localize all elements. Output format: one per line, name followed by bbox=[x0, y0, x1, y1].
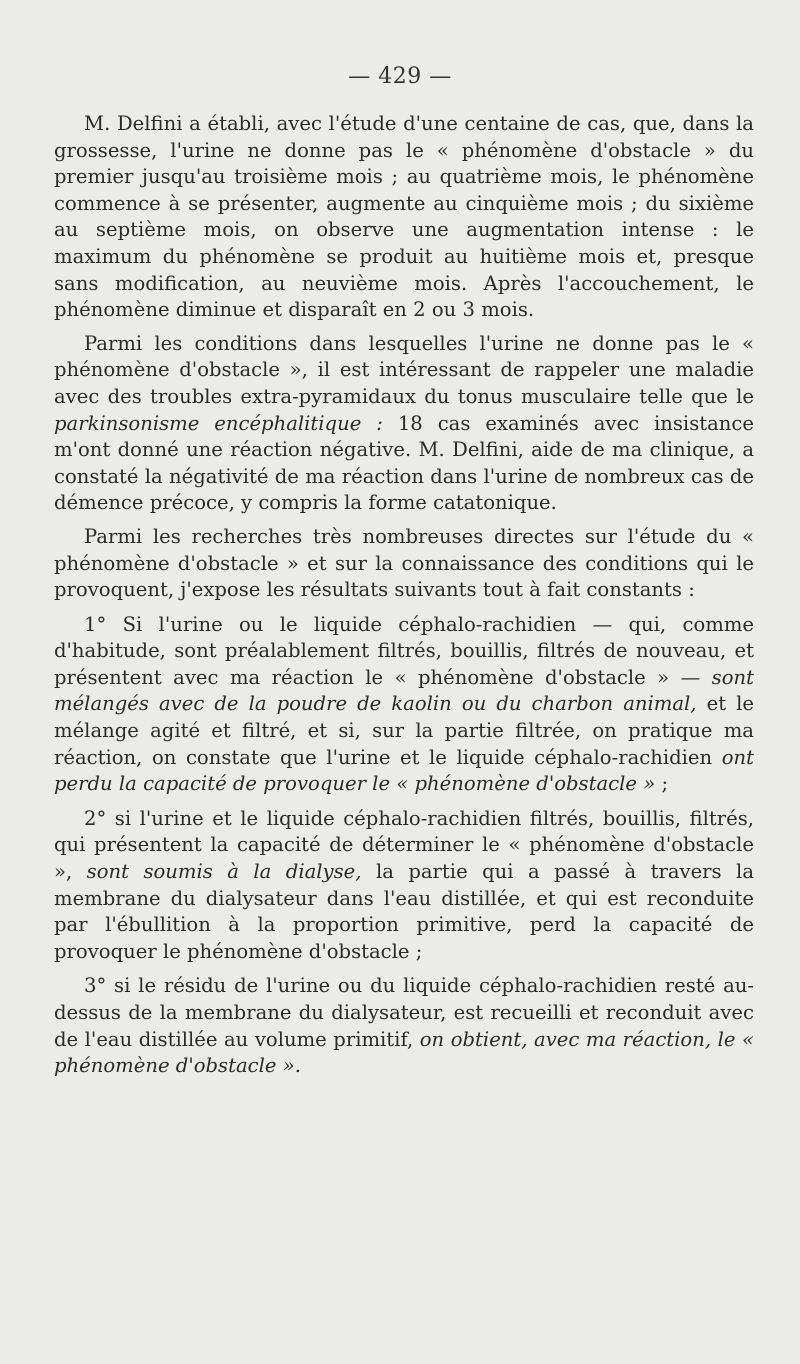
italic-text: ont perdu la capacité de provoquer le « phénomène d'obstacle » bbox=[54, 745, 754, 796]
text-run: ; bbox=[655, 772, 669, 796]
text-run: M. Delfini a établi, avec l'étude d'une centaine de cas, que, dans la grossesse, l'urine ne donne pas le « phénomène d'obstacle » du premier jusqu'au troisième mois ; au quatrième mois, le phénomène commence à se présenter, augmente au cinquième mois ; du sixième au septième mois, on observe une augmentation intense : le maximum du phénomène se produit au huitième mois et, presque sans modification, au neuvième mois. Après l'accouchement, le phénomène diminue et disparaît en 2 ou 3 mois. bbox=[54, 112, 754, 322]
text-run: Parmi les recherches très nombreuses directes sur l'étude du « phénomène d'obstacle » et sur la connaissance des conditions qui le provoquent, j'expose les résultats suivants tout à fait constants : bbox=[54, 524, 754, 602]
text-run: la partie qui a passé à travers la membrane du dialysateur dans l'eau distillée, et qui est reconduite par l'ébullition à la proportion primitive, perd la capacité de provoquer le phénomène d'obstacle ; bbox=[54, 860, 755, 963]
text-run: 1° Si l'urine ou le liquide céphalo-rachidien — qui, comme d'habitude, sont préalablement filtrés, bouillis, filtrés de nouveau, et présentent avec ma réaction le « phénomène d'obstacle » — bbox=[54, 612, 754, 689]
italic-text: sont soumis à la dialyse, bbox=[86, 860, 362, 884]
paragraph bbox=[54, 612, 754, 798]
text-run: 18 cas examinés avec insistance m'ont donné une réaction négative. M. Delfini, aide de ma clinique, a constaté la négativité de ma réaction dans l'urine de nombreux cas de démence précoce, y compris la forme catatonique. bbox=[54, 411, 755, 515]
text-run: 2° si l'urine et le liquide céphalo-rachidien filtrés, bouillis, filtrés, qui présentent la capacité de déterminer le « phénomène d'obstacle », bbox=[54, 806, 754, 884]
text-run: 3° si le résidu de l'urine ou du liquide céphalo-rachidien resté au-dessus de la membrane du dialysateur, est recueilli et reconduit avec de l'eau distillée au volume primitif, bbox=[54, 974, 754, 1051]
paragraph bbox=[54, 524, 754, 604]
paragraph bbox=[54, 806, 754, 966]
paragraph bbox=[54, 973, 754, 1079]
italic-text: parkinsonisme encéphalitique : bbox=[54, 411, 383, 435]
text-run: Parmi les conditions dans lesquelles l'urine ne donne pas le « phénomène d'obstacle », il est intéressant de rappeler une maladie avec des troubles extra-pyramidaux du tonus musculaire telle que le bbox=[54, 331, 754, 408]
page-number: — 429 — bbox=[348, 64, 452, 89]
italic-text: sont mélangés avec de la poudre de kaolin ou du charbon animal, bbox=[54, 665, 754, 716]
italic-text: on obtient, avec ma réaction, le « phénomène d'obstacle ». bbox=[54, 1027, 754, 1078]
paragraph bbox=[54, 331, 754, 517]
paragraph bbox=[54, 111, 754, 324]
body-text bbox=[54, 111, 754, 1087]
text-run: et le mélange agité et filtré, et si, sur la partie filtrée, on pratique ma réaction, on constate que l'urine et le liquide céphalo-rachidien bbox=[54, 692, 754, 769]
